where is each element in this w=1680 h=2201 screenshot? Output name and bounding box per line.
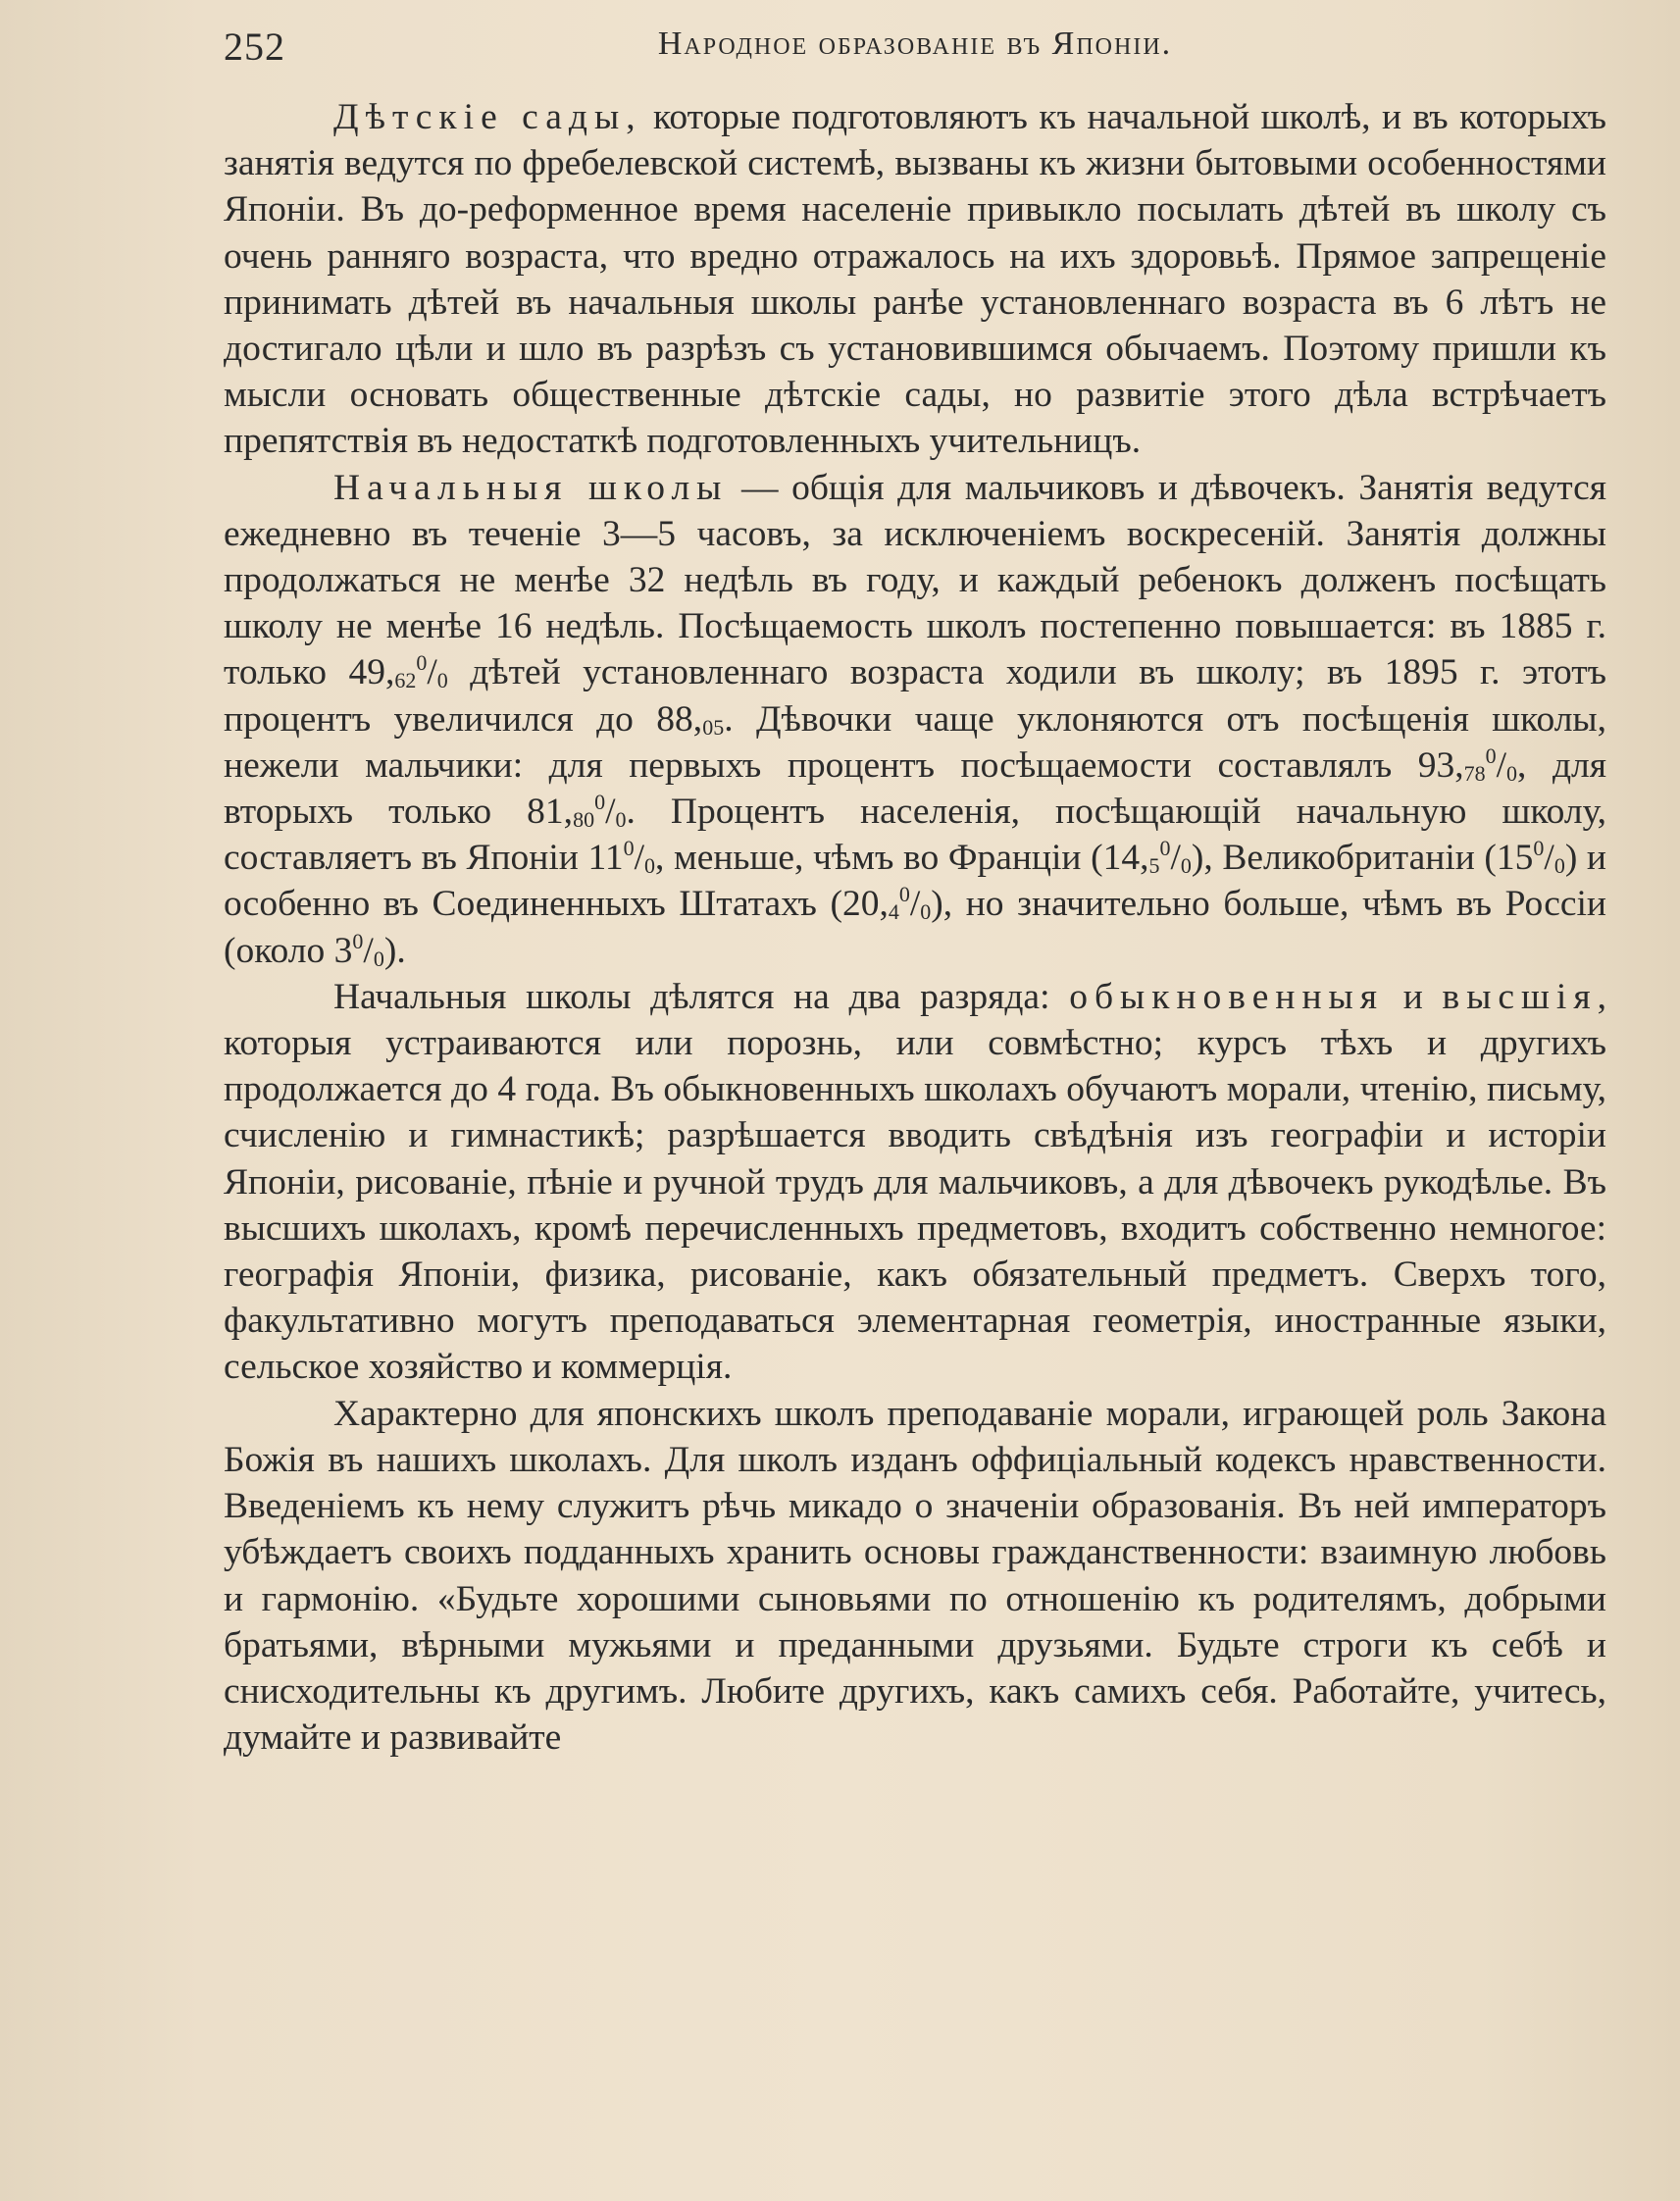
percent-slash: / bbox=[1170, 838, 1181, 879]
subscript: 05 bbox=[702, 714, 725, 740]
subscript: 62 bbox=[394, 668, 417, 693]
percent-sign-top: 0 bbox=[1533, 836, 1545, 861]
text-run: ), но значительно больше, чѣмъ въ Россіи (около 3 bbox=[224, 884, 1606, 971]
text-run: дѣтей установленнаго возраста ходили въ школу; въ 1895 г. этотъ процентъ увеличился до 88, bbox=[224, 652, 1607, 740]
text-run: и bbox=[1384, 976, 1443, 1017]
paragraph-primary-schools bbox=[224, 465, 1606, 974]
percent-sign-bottom: 0 bbox=[1506, 760, 1518, 786]
text-run: . Процентъ населенія, посѣщающій начальную школу, составляетъ въ Японіи 11 bbox=[224, 792, 1606, 879]
subscript: 5 bbox=[1148, 853, 1160, 879]
percent-sign-top: 0 bbox=[352, 928, 364, 953]
percent-slash: / bbox=[1496, 744, 1507, 786]
text-run: ), Великобританіи (15 bbox=[1191, 838, 1534, 879]
paragraph-lead-term: Дѣтскіе сады, bbox=[333, 97, 642, 137]
percent-sign-bottom: 0 bbox=[1180, 853, 1192, 879]
text-run: ) и особенно въ Соединенныхъ Штатахъ (20, bbox=[224, 838, 1607, 925]
percent-sign-top: 0 bbox=[623, 836, 635, 861]
subscript: 4 bbox=[888, 899, 899, 925]
percent-slash: / bbox=[634, 838, 644, 879]
text-run: ). bbox=[383, 930, 406, 971]
percent-slash: / bbox=[1544, 838, 1554, 879]
running-title: Народное образованіе въ Японіи. bbox=[657, 26, 1173, 62]
percent-sign-bottom: 0 bbox=[920, 899, 932, 925]
text-run: Начальныя школы дѣлятся на два разряда: bbox=[333, 976, 1070, 1017]
subscript: 78 bbox=[1463, 760, 1486, 786]
paragraph-kindergartens bbox=[224, 94, 1606, 465]
percent-sign-bottom: 0 bbox=[615, 807, 627, 833]
percent-sign-bottom: 0 bbox=[373, 946, 384, 971]
text-run: , которыя устраиваются или порознь, или совмѣстно; курсъ тѣхъ и другихъ продолжается до 4 года. Въ обыкновенныхъ школахъ обучаютъ морали, чтенію, письму, счисленію и гимнастикѣ; разрѣшается вводить свѣдѣнія изъ географіи и исторіи Японіи, рисованіе, пѣніе и ручной трудъ для мальчиковъ, а для дѣвочекъ рукодѣлье. Въ высшихъ школахъ, кромѣ перечисленныхъ предметовъ, входитъ собственно немногое: географія Японіи, физика, рисованіе, какъ обязательный предметъ. Сверхъ того, факультативно могутъ преподаваться элементарная геометрія, иностранные языки, сельское хозяйство и коммерція. bbox=[224, 976, 1606, 1388]
percent-sign-bottom: 0 bbox=[436, 668, 448, 693]
percent-sign-top: 0 bbox=[1159, 836, 1171, 861]
subscript: 80 bbox=[573, 807, 595, 833]
percent-slash: / bbox=[427, 652, 437, 693]
text-run: . Дѣвочки чаще уклоняются отъ посѣщенія школы, нежели мальчики: для первыхъ процентъ посѣщаемости составлялъ 93, bbox=[224, 698, 1606, 786]
page-number: 252 bbox=[224, 25, 285, 69]
percent-sign-top: 0 bbox=[898, 882, 910, 907]
text-run: — общія для мальчиковъ и дѣвочекъ. Занятія ведутся ежедневно въ теченіе 3—5 часовъ, за исключеніемъ воскресеній. Занятія должны продолжаться не менѣе 32 недѣль въ году, и каждый ребенокъ долженъ посѣщать школу не менѣе 16 недѣль. Посѣщаемость школъ постепенно повышается: въ 1885 г. только 49, bbox=[224, 467, 1606, 693]
text-run: которые подготовляютъ къ начальной школѣ, и въ которыхъ занятія ведутся по фребелевской системѣ, вызваны къ жизни бытовыми особенностями Японіи. Въ до-реформенное время населеніе привыкло посылать дѣтей въ школу съ очень ранняго возраста, что вредно отражалось на ихъ здоровьѣ. Прямое запрещеніе принимать дѣтей въ начальныя школы ранѣе установленнаго возраста въ 6 лѣтъ не достигало цѣли и шло въ разрѣзъ съ установившимся обычаемъ. Поэтому пришли къ мысли основать общественные дѣтскіе сады, но развитіе этого дѣла встрѣчаетъ препятствія въ недостаткѣ подготовленныхъ учительницъ. bbox=[224, 97, 1607, 462]
text-run: , для вторыхъ только 81, bbox=[224, 744, 1606, 833]
emphasized-term: высшія bbox=[1442, 976, 1598, 1017]
paragraph-moral-teaching bbox=[224, 1391, 1606, 1762]
text-run: Характерно для японскихъ школъ преподаваніе морали, играющей роль Закона Божія въ нашихъ школахъ. Для школъ изданъ оффиціальный кодексъ нравственности. Введеніемъ къ нему служитъ рѣчь микадо о значеніи образованія. Въ ней императоръ убѣждаетъ своихъ подданныхъ хранить основы гражданственности: взаимную любовь и гармонію. «Будьте хорошими сыновьями по отношенію къ родителямъ, добрыми братьями, вѣрными мужьями и преданными друзьями. Будьте строги къ себѣ и снисходительны къ другимъ. Любите другихъ, какъ самихъ себя. Работайте, учитесь, думайте и развивайте bbox=[224, 1393, 1606, 1759]
emphasized-term: обыкновенныя bbox=[1069, 976, 1384, 1017]
body-text bbox=[224, 94, 1606, 1761]
paragraph-school-grades bbox=[224, 974, 1606, 1391]
percent-sign-bottom: 0 bbox=[1553, 853, 1565, 879]
percent-slash: / bbox=[605, 792, 616, 833]
percent-slash: / bbox=[363, 930, 374, 971]
paragraph-lead-term: Начальныя школы bbox=[333, 467, 729, 508]
percent-sign-top: 0 bbox=[1485, 742, 1497, 768]
percent-slash: / bbox=[909, 884, 921, 925]
percent-sign-top: 0 bbox=[416, 650, 428, 676]
text-run: , меньше, чѣмъ во Франціи (14, bbox=[655, 838, 1149, 879]
percent-sign-bottom: 0 bbox=[644, 853, 655, 879]
percent-sign-top: 0 bbox=[594, 790, 606, 815]
page-header bbox=[224, 18, 1606, 78]
